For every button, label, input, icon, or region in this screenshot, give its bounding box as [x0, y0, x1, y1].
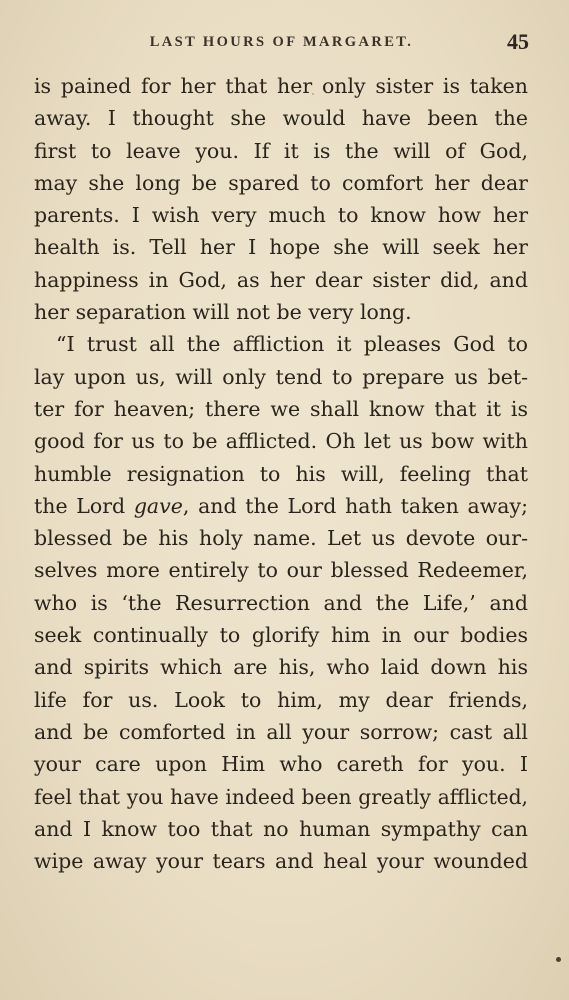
body-text: [34, 70, 528, 877]
text-line: may she long be spared to comfort her dear: [34, 170, 528, 195]
text-line: good for us to be afflicted. Oh let us bow with: [34, 429, 528, 454]
italic-word: gave: [133, 493, 183, 518]
text-line: life for us. Look to him, my dear friends,: [34, 687, 528, 712]
text-line: parents. I wish very much to know how her: [34, 203, 528, 228]
text-line: health is. Tell her I hope she will seek her: [34, 235, 528, 260]
text-line: “I trust all the affliction it pleases God to: [56, 332, 528, 357]
text-line: feel that you have indeed been greatly afflicted,: [34, 784, 528, 809]
text-line: her separation will not be very long.: [34, 300, 412, 325]
page-number: 45: [507, 29, 529, 54]
running-head: [34, 29, 529, 56]
paper-speck: [312, 93, 314, 95]
paper-speck: [281, 42, 283, 44]
text-line: is pained for her that her only sister is taken: [34, 74, 528, 98]
text-line: ter for heaven; there we shall know that it is: [34, 396, 528, 421]
text-line: happiness in God, as her dear sister did, and: [34, 267, 528, 292]
text-line: your care upon Him who careth for you. I: [34, 752, 528, 777]
text-line: blessed be his holy name. Let us devote our-: [34, 526, 528, 551]
text-line: humble resignation to his will, feeling that: [34, 461, 528, 486]
text-line: who is ‘the Resurrection and the Life,’ and: [34, 590, 528, 615]
text-line: and spirits which are his, who laid down his: [34, 655, 528, 680]
text-line: lay upon us, will only tend to prepare us bet-: [34, 364, 528, 389]
running-title: LAST HOURS OF MARGARET.: [149, 34, 414, 50]
text-line: first to leave you. If it is the will of God,: [34, 138, 528, 163]
text-line: selves more entirely to our blessed Redeemer,: [34, 558, 528, 583]
text-line: and I know too that no human sympathy can: [34, 816, 528, 841]
text-line: away. I thought she would have been the: [34, 106, 528, 131]
text-line: and be comforted in all your sorrow; cast all: [34, 719, 528, 744]
paper-speck: [556, 957, 561, 962]
text-line: wipe away your tears and heal your wounded: [34, 849, 528, 874]
text-line: the Lord gave, and the Lord hath taken away;: [34, 493, 528, 518]
text-line: seek continually to glorify him in our bodies: [34, 623, 528, 648]
